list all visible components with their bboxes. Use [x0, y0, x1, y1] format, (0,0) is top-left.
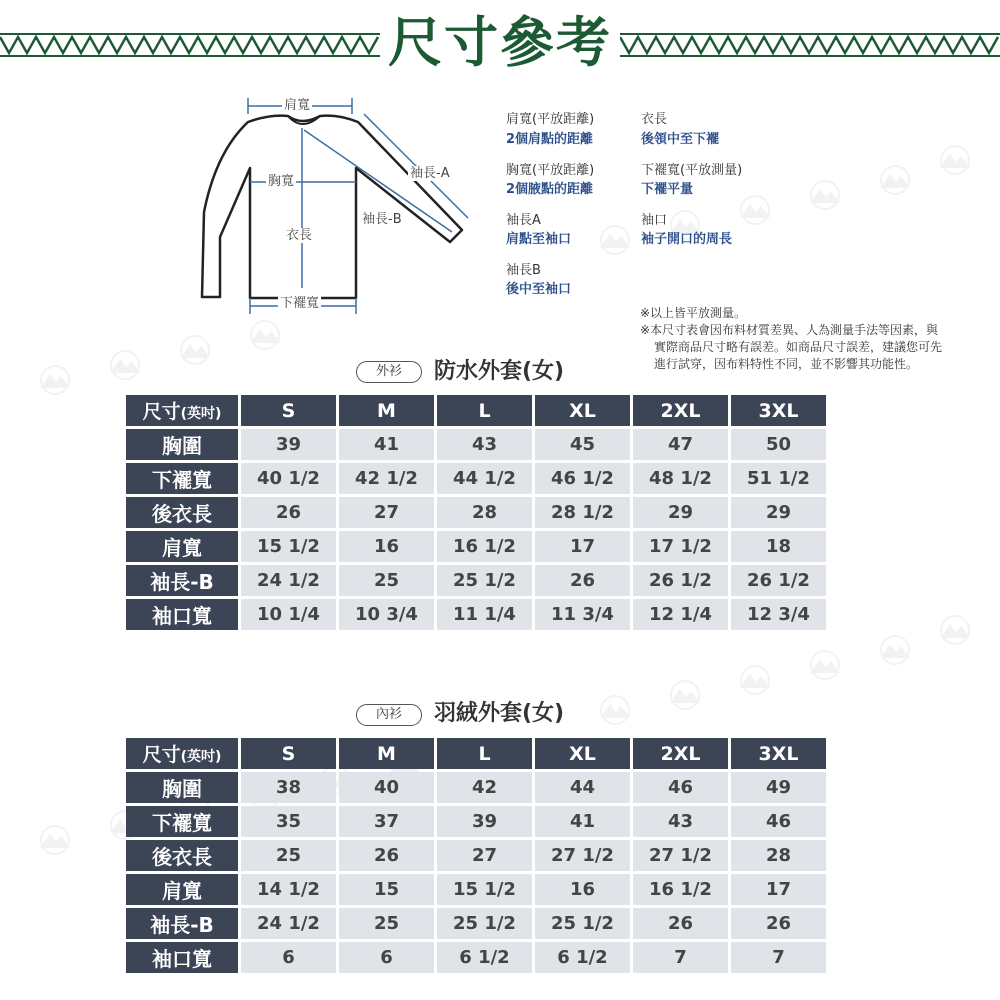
note-line: 進行試穿，因布料特性不同，並不影響其功能性。	[654, 357, 919, 371]
table-cell: 6	[339, 942, 434, 973]
table-cell: 11 1/4	[437, 599, 532, 630]
section-badge-inner: 內衫	[356, 704, 422, 726]
legend-desc: 2個肩點的距離	[506, 132, 594, 147]
table-cell: 39	[437, 806, 532, 837]
table-cell: 25 1/2	[437, 908, 532, 939]
legend-term: 袖口	[641, 213, 668, 228]
table-cell: 40 1/2	[241, 463, 336, 494]
table-cell: 46	[633, 772, 728, 803]
table-cell: 16	[339, 531, 434, 562]
row-label: 下襬寬	[126, 806, 238, 837]
table-cell: 40	[339, 772, 434, 803]
header-unit: (英吋)	[180, 406, 222, 422]
table-cell: 24 1/2	[241, 565, 336, 596]
diagram-label-sleeve-a: 袖長-A	[410, 166, 450, 181]
table-cell: 46	[731, 806, 826, 837]
header-size: S	[241, 738, 336, 769]
table-cell: 25 1/2	[437, 565, 532, 596]
diagram-label-chest: 胸寬	[268, 174, 295, 189]
table-row	[126, 599, 826, 630]
table-cell: 44	[535, 772, 630, 803]
table-cell: 39	[241, 429, 336, 460]
legend-desc: 袖子開口的周長	[641, 232, 733, 247]
table-cell: 25 1/2	[535, 908, 630, 939]
table-cell: 10 3/4	[339, 599, 434, 630]
table-cell: 43	[633, 806, 728, 837]
table-cell: 16 1/2	[633, 874, 728, 905]
header-size: 2XL	[633, 395, 728, 426]
legend-desc: 後領中至下襬	[641, 132, 720, 147]
table-header-row	[126, 395, 826, 426]
table-cell: 6 1/2	[437, 942, 532, 973]
table-cell: 26 1/2	[731, 565, 826, 596]
table-cell: 24 1/2	[241, 908, 336, 939]
diagram-label-shoulder: 肩寬	[284, 98, 311, 113]
table-row	[126, 840, 826, 871]
table-cell: 51 1/2	[731, 463, 826, 494]
table-cell: 35	[241, 806, 336, 837]
table-cell: 27 1/2	[535, 840, 630, 871]
table-header-row	[126, 738, 826, 769]
table-cell: 49	[731, 772, 826, 803]
table-cell: 42	[437, 772, 532, 803]
table-cell: 29	[633, 497, 728, 528]
table-cell: 48 1/2	[633, 463, 728, 494]
row-label: 肩寬	[126, 874, 238, 905]
row-label: 袖長-B	[126, 565, 238, 596]
note-line: ※本尺寸表會因布料材質差異、人為測量手法等因素，與	[640, 323, 939, 337]
table-cell: 46 1/2	[535, 463, 630, 494]
header-size-label: 尺寸(英吋)	[126, 395, 238, 426]
row-label: 後衣長	[126, 840, 238, 871]
table-cell: 26	[241, 497, 336, 528]
header-size: S	[241, 395, 336, 426]
legend-term: 胸寬(平放距離)	[506, 163, 595, 178]
table-cell: 15 1/2	[241, 531, 336, 562]
row-label: 肩寬	[126, 531, 238, 562]
table-cell: 26 1/2	[633, 565, 728, 596]
table-cell: 14 1/2	[241, 874, 336, 905]
header-size: 3XL	[731, 738, 826, 769]
legend-term: 袖長A	[506, 213, 541, 228]
table-cell: 17 1/2	[633, 531, 728, 562]
table-cell: 28	[437, 497, 532, 528]
table-row	[126, 772, 826, 803]
table-cell: 27 1/2	[633, 840, 728, 871]
row-label: 胸圍	[126, 429, 238, 460]
table-row	[126, 463, 826, 494]
table-cell: 27	[339, 497, 434, 528]
header-size-label: 尺寸(英吋)	[126, 738, 238, 769]
header-size: L	[437, 738, 532, 769]
section-badge-outer: 外衫	[356, 361, 422, 383]
table-cell: 41	[339, 429, 434, 460]
legend-term: 衣長	[641, 112, 668, 127]
page-title: 尺寸參考	[388, 11, 612, 74]
table-cell: 16 1/2	[437, 531, 532, 562]
table-cell: 28	[731, 840, 826, 871]
table-cell: 42 1/2	[339, 463, 434, 494]
table-cell: 17	[535, 531, 630, 562]
table-cell: 44 1/2	[437, 463, 532, 494]
table-cell: 45	[535, 429, 630, 460]
table-row	[126, 942, 826, 973]
header-size: M	[339, 738, 434, 769]
table-row	[126, 806, 826, 837]
section-title-waterproof: 防水外套(女)	[434, 359, 565, 384]
table-cell: 25	[339, 908, 434, 939]
table-cell: 6 1/2	[535, 942, 630, 973]
header-size: L	[437, 395, 532, 426]
header-size: 2XL	[633, 738, 728, 769]
table-cell: 18	[731, 531, 826, 562]
row-label: 胸圍	[126, 772, 238, 803]
row-label: 下襬寬	[126, 463, 238, 494]
diagram-label-hem: 下襬寬	[280, 296, 320, 311]
size-table-down	[123, 735, 829, 976]
row-label: 袖口寬	[126, 942, 238, 973]
table-cell: 37	[339, 806, 434, 837]
size-table-waterproof	[123, 392, 829, 633]
table-row	[126, 429, 826, 460]
table-cell: 29	[731, 497, 826, 528]
header-size: XL	[535, 738, 630, 769]
table-cell: 25	[241, 840, 336, 871]
table-cell: 12 3/4	[731, 599, 826, 630]
note-line: ※以上皆平放測量。	[640, 306, 747, 320]
table-cell: 50	[731, 429, 826, 460]
section-title-down: 羽絨外套(女)	[434, 701, 565, 726]
table-cell: 17	[731, 874, 826, 905]
table-cell: 43	[437, 429, 532, 460]
legend-term: 袖長B	[506, 263, 541, 278]
table-cell: 26	[535, 565, 630, 596]
zigzag-pattern-icon	[620, 32, 1000, 58]
table-cell: 25	[339, 565, 434, 596]
header-size: M	[339, 395, 434, 426]
table-cell: 41	[535, 806, 630, 837]
garment-diagram	[190, 92, 490, 314]
table-cell: 6	[241, 942, 336, 973]
table-cell: 26	[339, 840, 434, 871]
table-cell: 16	[535, 874, 630, 905]
table-row	[126, 531, 826, 562]
table-cell: 26	[731, 908, 826, 939]
table-cell: 47	[633, 429, 728, 460]
table-row	[126, 908, 826, 939]
header-size: 3XL	[731, 395, 826, 426]
table-cell: 27	[437, 840, 532, 871]
table-cell: 38	[241, 772, 336, 803]
header-size: XL	[535, 395, 630, 426]
table-cell: 12 1/4	[633, 599, 728, 630]
row-label: 袖長-B	[126, 908, 238, 939]
table-cell: 28 1/2	[535, 497, 630, 528]
row-label: 後衣長	[126, 497, 238, 528]
diagram-label-sleeve-b: 袖長-B	[362, 212, 402, 227]
note-line: 實際商品尺寸略有誤差。如商品尺寸誤差，建議您可先	[654, 340, 943, 354]
table-cell: 7	[731, 942, 826, 973]
table-row	[126, 497, 826, 528]
table-row	[126, 565, 826, 596]
table-cell: 11 3/4	[535, 599, 630, 630]
legend-desc: 2個腋點的距離	[506, 182, 594, 197]
legend-desc: 肩點至袖口	[506, 232, 572, 247]
decorative-band-right	[620, 32, 1000, 58]
table-cell: 15 1/2	[437, 874, 532, 905]
legend-desc: 後中至袖口	[506, 282, 572, 297]
header-unit: (英吋)	[180, 749, 222, 765]
table-cell: 7	[633, 942, 728, 973]
legend-term: 下襬寬(平放測量)	[641, 163, 743, 178]
legend-desc: 下襬平量	[641, 182, 694, 197]
jacket-outline-icon	[190, 92, 490, 314]
diagram-label-length: 衣長	[286, 228, 313, 243]
table-cell: 26	[633, 908, 728, 939]
legend-term: 肩寬(平放距離)	[506, 112, 595, 127]
table-cell: 15	[339, 874, 434, 905]
row-label: 袖口寬	[126, 599, 238, 630]
table-cell: 10 1/4	[241, 599, 336, 630]
table-row	[126, 874, 826, 905]
